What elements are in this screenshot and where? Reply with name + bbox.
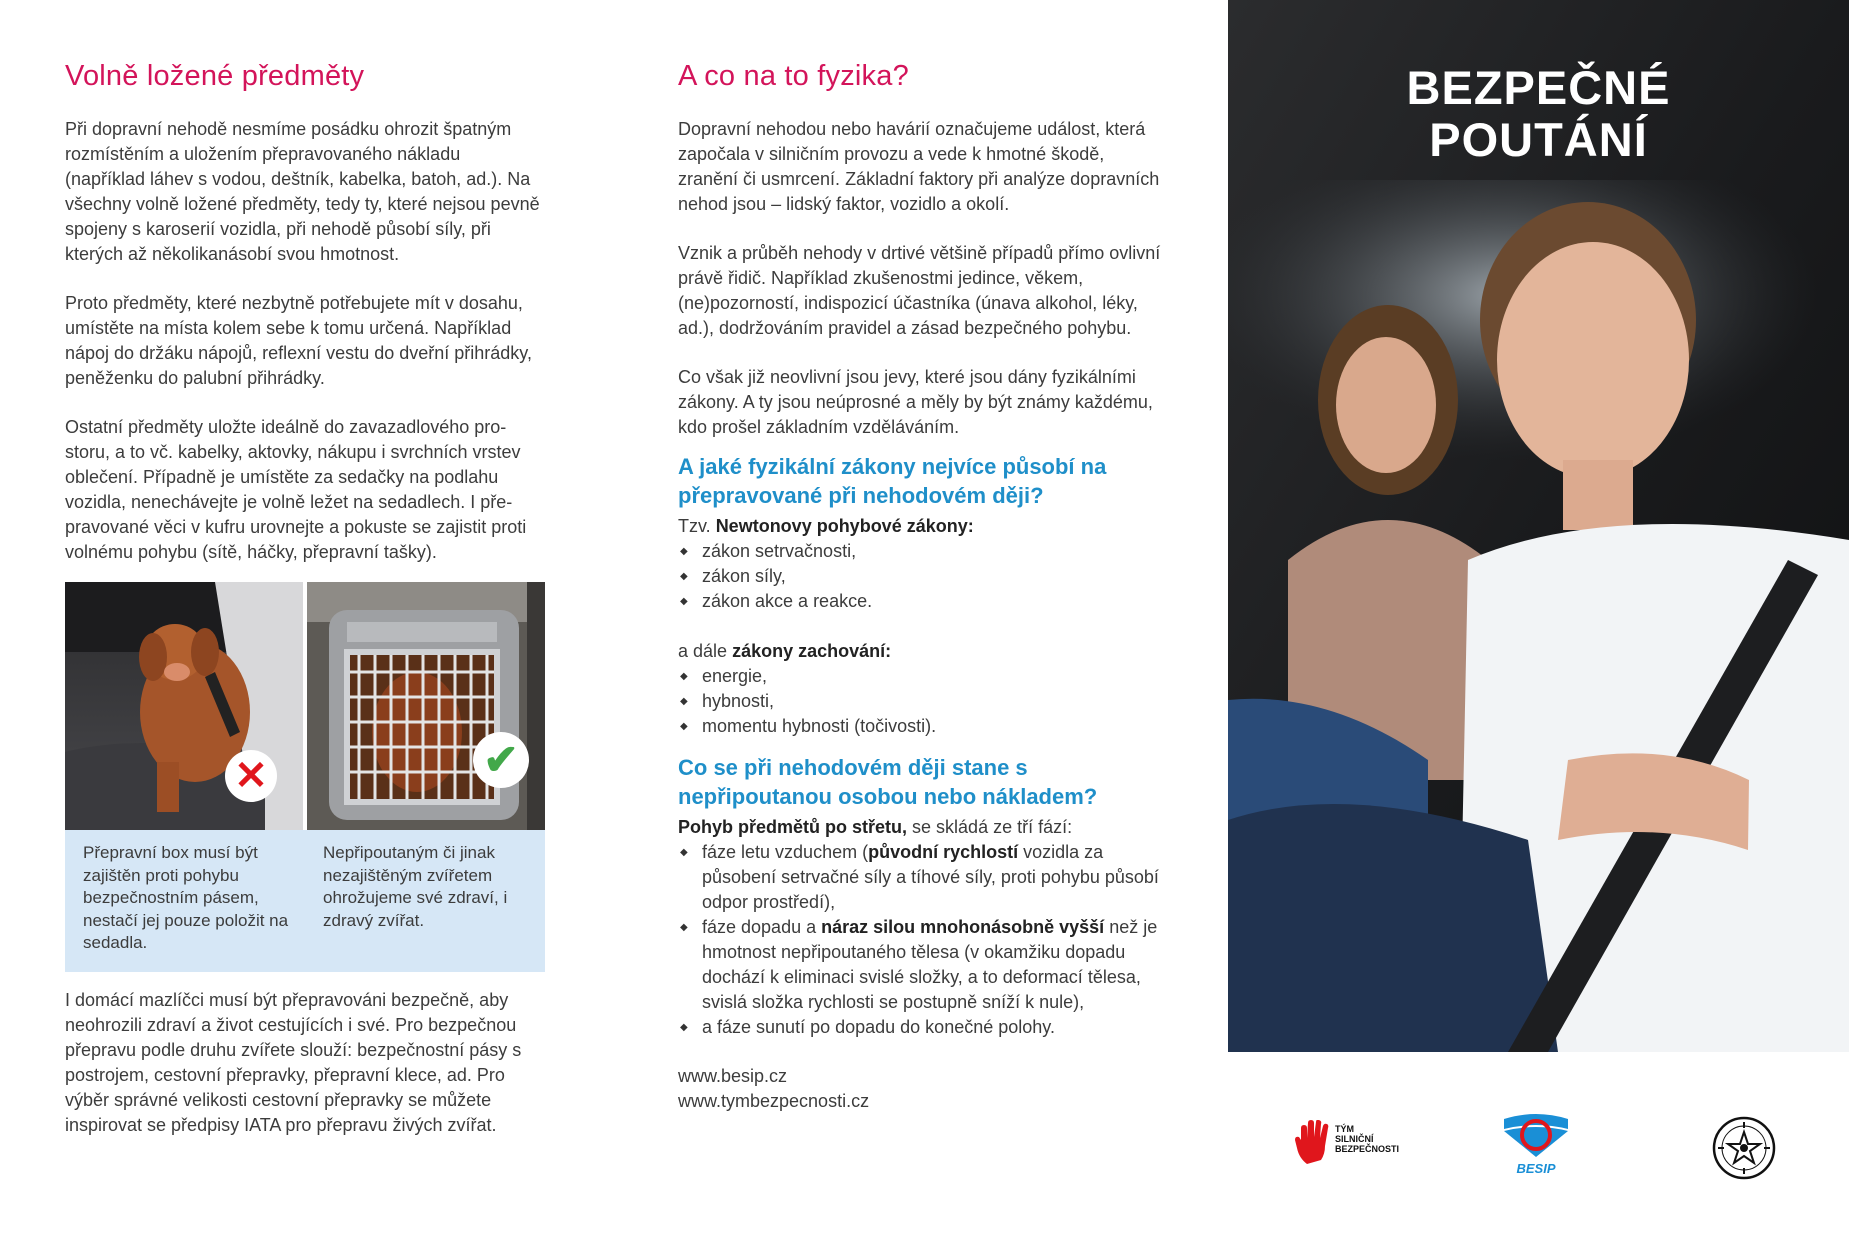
check-mark-icon: ✔ xyxy=(473,732,529,788)
paragraph-physics-3: Co však již neovlivní jsou jevy, které jsou dány fyzikálními zákony. A ty jsou neúprosné a měly by být známy každému, kdo prošel základním vzděláváním. xyxy=(678,367,1153,437)
list-item: ◆ a fáze sunutí po dopadu do konečné polohy. xyxy=(678,1015,1168,1040)
besip-logo xyxy=(1500,1113,1572,1179)
phase1-text-c: vozidla za působení setrvačné síly a tíhové síly, proti pohybu působí odpor prostředí), xyxy=(702,842,1159,912)
besip-emblem-icon xyxy=(1500,1113,1572,1163)
hero-title xyxy=(1228,62,1849,166)
list-item: ◆ zákon akce a reakce. xyxy=(678,589,1168,614)
caption-carrier: Přepravní box musí být zajištěn proti pohybu bezpečnostním pásem, nestačí jej pouze položit na sedadla. xyxy=(83,843,289,952)
team-road-safety-logo xyxy=(1295,1120,1410,1165)
phases-bold: Pohyb předmětů po střetu, xyxy=(678,817,908,837)
left-column xyxy=(65,60,545,589)
phase2-bold: náraz silou mnohonásobně vyšší xyxy=(821,917,1105,937)
paragraph-loose-3: Ostatní předměty uložte ideálně do zavazadlového prostoru, a to vč. kabelky, aktovky, nákupu i svrchních vrstev oblečení. Případně je umístěte za sedačky na podlahu vozidla, nenechávejte je volně ležet na sedadlech. I přepravované věci v kufru urovnejte a pokuste se zajistit proti volnému pohybu (sítě, háčky, přepravní tašky). xyxy=(65,417,527,562)
phases-list xyxy=(678,840,1168,1040)
conservation-list xyxy=(678,664,1168,739)
paragraph-physics-2: Vznik a průběh nehody v drtivé většině případů přímo ovlivní právě řidič. Například zkušenostmi jedince, věkem, (ne)pozorností, indispozicí účastníka (únava alkohol, léky, ad.), dodržováním pravidel a zásad bezpečného pohybu. xyxy=(678,243,1161,338)
list-item: ◆ energie, xyxy=(678,664,1168,689)
link-tymbezpecnosti[interactable]: www.tymbezpecnosti.cz xyxy=(678,1091,870,1111)
newton-title: Newtonovy pohybové zákony: xyxy=(715,516,974,536)
list-item: ◆ zákon síly, xyxy=(678,564,1168,589)
paragraph-pets: I domácí mazlíčci musí být přepravováni bezpečně, aby neohrozili zdraví a život cestujících i své. Pro bezpečnou přepravu podle druhu zvířete slouží: bezpečnostní pásy s postrojem, cestovní přepravky, přepravní klece, ad. Pro výběr správné velikosti cestovní přepravky se můžete inspirovat se předpisy IATA pro přepravu živých zvířat. xyxy=(65,990,522,1135)
heading-physical-laws: A jaké fyzikální zákony nejvíce působí na přepravované při nehodovém ději? xyxy=(678,454,1107,508)
team-logo-l1: TÝM xyxy=(1335,1124,1354,1134)
section-title-loose-items: Volně ložené předměty xyxy=(65,60,365,92)
paragraph-loose-2: Proto předměty, které nezbytně potřebujete mít v dosahu, umístěte na místa kolem sebe k tomu určená. Například nápoj do držáku nápojů, reflexní vestu do dveřní přihrádky, peněženku do palubní přihrádky. xyxy=(65,293,532,388)
heading-unbuckled: Co se při nehodovém ději stane s nepřipoutanou osobou nebo nákladem? xyxy=(678,755,1098,809)
phases-intro xyxy=(678,815,1168,840)
police-emblem xyxy=(1712,1116,1776,1180)
newton-prefix: Tzv. xyxy=(678,516,711,536)
police-star-icon xyxy=(1712,1116,1776,1180)
list-item: ◆ zákon setrvačnosti, xyxy=(678,539,1168,564)
list-item: ◆ momentu hybnosti (točivosti). xyxy=(678,714,1168,739)
conservation-title: zákony zachování: xyxy=(732,641,892,661)
caption-unsecured: Nepřipoutaným či jinak nezajištěným zvířetem ohrožujeme své zdraví, i zdravý zvířat. xyxy=(323,843,508,930)
photo-dog-carrier xyxy=(307,582,545,830)
team-logo-text xyxy=(1335,1124,1399,1154)
list-item xyxy=(678,915,1168,1015)
phase2-text-a: fáze dopadu a xyxy=(702,917,822,937)
middle-column xyxy=(678,60,1168,1114)
phase2-text-c: než je hmotnost nepřipoutaného tělesa (v okamžiku dopadu dochází k eliminaci svislé složky, a to deformací tělesa, svislá složka rychlosti se postupně sníží k nule), xyxy=(702,917,1158,1012)
phase1-bold: původní rychlostí xyxy=(868,842,1019,862)
links xyxy=(678,1064,1168,1114)
pet-photos xyxy=(65,582,545,830)
newton-intro xyxy=(678,514,1168,539)
hand-icon xyxy=(1295,1120,1335,1166)
cross-mark-icon: ✕ xyxy=(225,750,277,802)
conservation-intro xyxy=(678,639,1168,664)
hero-photo xyxy=(1228,0,1849,1052)
list-item: ◆ hybnosti, xyxy=(678,689,1168,714)
team-logo-l2: SILNIČNÍ xyxy=(1335,1134,1374,1144)
photo-captions xyxy=(65,830,545,972)
list-item xyxy=(678,840,1168,915)
photo-dog-unsecured xyxy=(65,582,303,830)
phase1-text-a: fáze letu vzduchem ( xyxy=(702,842,869,862)
section-title-physics: A co na to fyzika? xyxy=(678,60,909,92)
besip-logo-text: BESIP xyxy=(1516,1161,1556,1176)
pets-paragraph-wrap xyxy=(65,988,545,1162)
team-logo-l3: BEZPEČNOSTI xyxy=(1335,1144,1400,1154)
conservation-prefix: a dále xyxy=(678,641,728,661)
newton-list xyxy=(678,539,1168,614)
hero-title-line2: POUTÁNÍ xyxy=(1429,113,1648,166)
paragraph-physics-1: Dopravní nehodou nebo havárií označujeme událost, která započala v silničním provozu a vede k hmotné škodě, zranění či usmrcení. Základní faktory při analýze dopravních nehod jsou – lidský faktor, vozidlo a okolí. xyxy=(678,119,1160,214)
link-besip[interactable]: www.besip.cz xyxy=(678,1066,788,1086)
paragraph-loose-1: Při dopravní nehodě nesmíme posádku ohrozit špatným rozmístěním a uložením přepravovaného nákladu (například láhev s vodou, deštník, kabelka, batoh, ad.). Na všechny volně ložené předměty, tedy ty, které nejsou pevně spojeny s karoserií vozidla, při nehodě působí síly, při kterých až několikanásobí svou hmotnost. xyxy=(65,119,540,264)
hero-title-line1: BEZPEČNÉ xyxy=(1406,61,1671,114)
phases-rest: se skládá ze tří fází: xyxy=(907,817,1073,837)
